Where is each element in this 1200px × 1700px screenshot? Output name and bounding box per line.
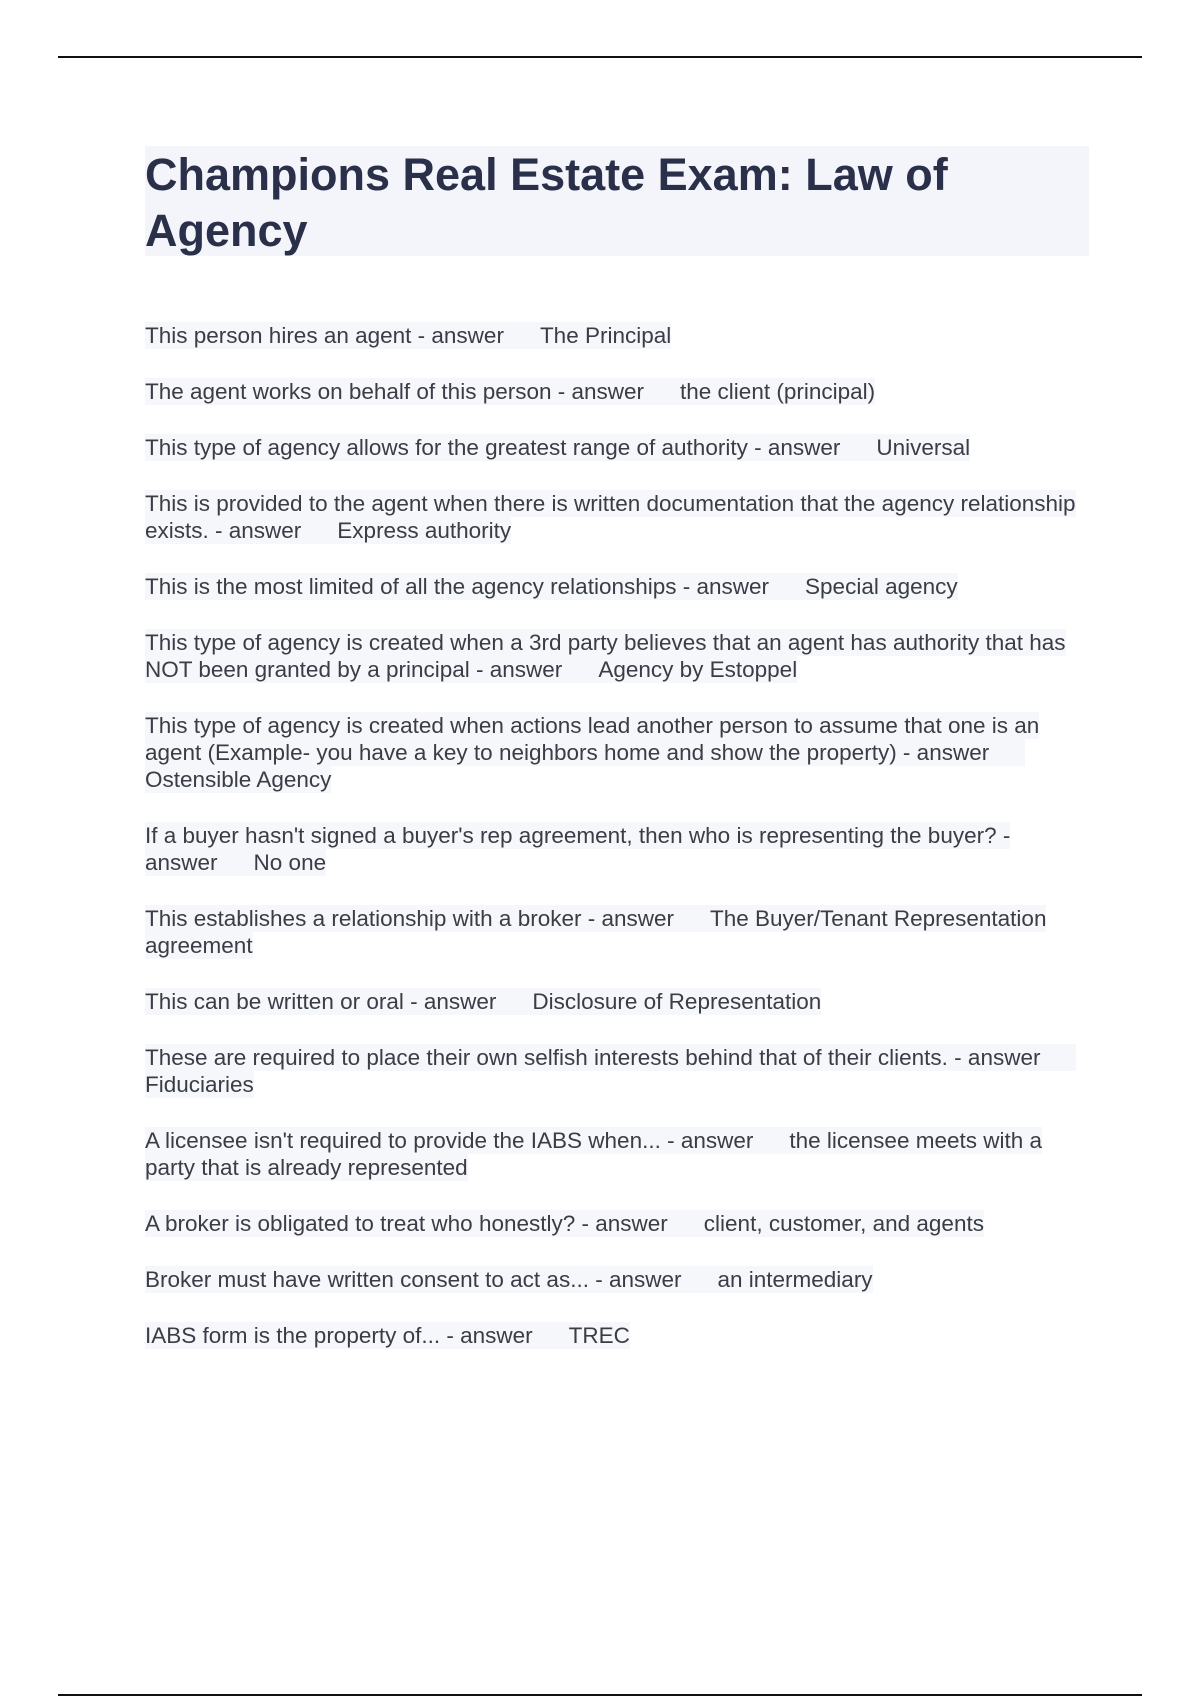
qa-answer: The Principal [539,323,672,348]
qa-item [145,434,1089,461]
qa-question: This type of agency is created when actions lead another person to assume that one is an agent (Example- you have a key to neighbors home and show the property) - answer [145,713,1040,765]
qa-answer: an intermediary [717,1267,873,1292]
page-title: Champions Real Estate Exam: Law of Agency [145,149,948,256]
qa-answer: TREC [568,1323,630,1348]
qa-item [145,490,1089,544]
footer-rule [58,1694,1142,1696]
qa-item [145,1044,1089,1098]
qa-answer: Universal [876,435,971,460]
qa-question: Broker must have written consent to act as... - answer [145,1267,682,1292]
qa-question: A licensee isn't required to provide the IABS when... - answer [145,1128,754,1153]
qa-item [145,822,1089,876]
qa-answer: Express authority [337,518,512,543]
qa-question: These are required to place their own selfish interests behind that of their clients. - answer [145,1045,1041,1070]
qa-answer: Ostensible Agency [145,767,332,792]
qa-answer: Fiduciaries [145,1072,254,1097]
qa-item [145,378,1089,405]
title-block [145,146,1089,256]
qa-answer: the licensee meets with a party that is already represented [145,1128,1043,1180]
qa-question: This is the most limited of all the agency relationships - answer [145,574,770,599]
qa-question: A broker is obligated to treat who honestly? - answer [145,1211,668,1236]
qa-question: If a buyer hasn't signed a buyer's rep agreement, then who is representing the buyer? - answer [145,823,1011,875]
qa-item [145,1266,1089,1293]
qa-item [145,905,1089,959]
qa-item [145,629,1089,683]
qa-question: This is provided to the agent when there is written documentation that the agency relationship exists. - answer [145,491,1076,543]
qa-question: This establishes a relationship with a broker - answer [145,906,674,931]
qa-answer: No one [253,850,327,875]
qa-answer: the client (principal) [680,379,876,404]
qa-item [145,1322,1089,1349]
qa-answer: Disclosure of Representation [532,989,822,1014]
qa-item [145,988,1089,1015]
header-rule [58,56,1142,58]
qa-question: The agent works on behalf of this person - answer [145,379,645,404]
qa-answer: Special agency [805,574,958,599]
qa-question: This type of agency allows for the greatest range of authority - answer [145,435,841,460]
qa-item [145,573,1089,600]
qa-answer: The Buyer/Tenant Representation agreement [145,906,1047,958]
qa-item [145,1210,1089,1237]
qa-list [145,322,1089,1349]
qa-answer: client, customer, and agents [703,1211,984,1236]
document-body [145,146,1089,1378]
qa-answer: Agency by Estoppel [598,657,798,682]
qa-question: This can be written or oral - answer [145,989,497,1014]
qa-question: IABS form is the property of... - answer [145,1323,533,1348]
qa-question: This type of agency is created when a 3rd party believes that an agent has authority that has NOT been granted by a principal - answer [145,630,1066,682]
qa-item [145,322,1089,349]
qa-item [145,712,1089,793]
qa-question: This person hires an agent - answer [145,323,504,348]
qa-item [145,1127,1089,1181]
